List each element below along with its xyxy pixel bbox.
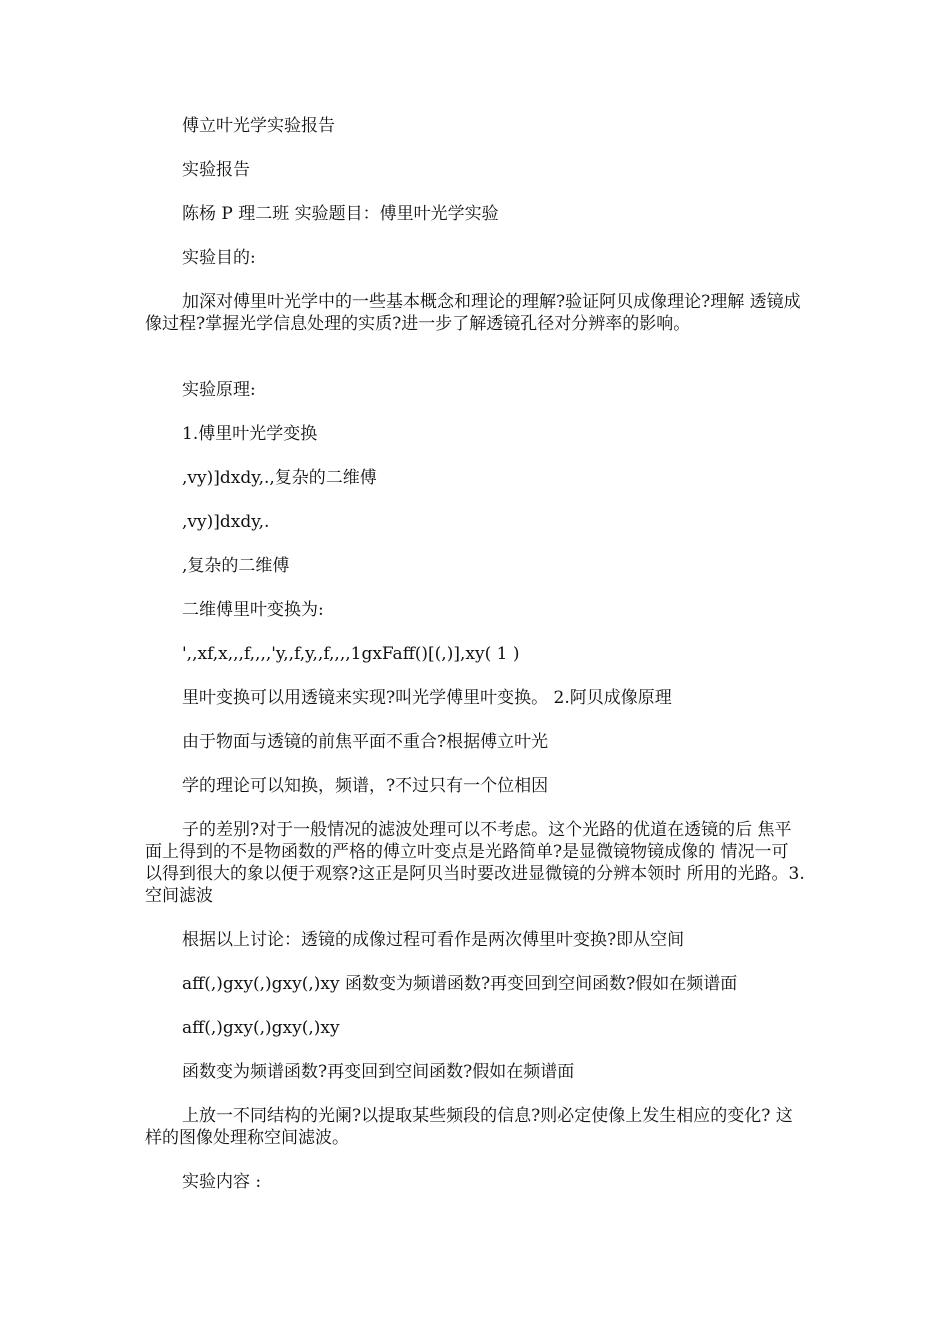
filtering-line-4: 函数变为频谱函数?再变回到空间函数?假如在频谱面 [182, 1062, 575, 1082]
abbe-intro-line: 里叶变换可以用透镜来实现?叫光学傅里叶变换。 2.阿贝成像原理 [182, 688, 672, 708]
formula-fragment-2: ,vy)]dxdy,. [182, 512, 270, 532]
filtering-line-3: aff(,)gxy(,)gxy(,)xy [182, 1018, 340, 1038]
section-heading-principle: 实验原理: [182, 380, 256, 400]
section-heading-purpose: 实验目的: [182, 248, 256, 268]
document-title: 傅立叶光学实验报告 [182, 116, 335, 136]
abbe-line-2: 学的理论可以知换，频谱，?不过只有一个位相因 [182, 776, 549, 796]
report-heading: 实验报告 [182, 160, 250, 180]
author-and-topic: 陈杨 P 理二班 实验题目：傅里叶光学实验 [182, 204, 499, 224]
abbe-paragraph: 子的差别?对于一般情况的滤波处理可以不考虑。这个光路的优道在透镜的后 焦平面上得到的不是物函数的严格的傅立叶变点是光路简单?是显微镜物镜成像的 情况一可以得到很大的象以便于观察?这正是阿贝当时要改进显微镜的分辨本领时 所用的光路。3.空间滤波 [145, 820, 805, 906]
purpose-paragraph: 加深对傅里叶光学中的一些基本概念和理论的理解?验证阿贝成像理论?理解 透镜成像过程?掌握光学信息处理的实质?进一步了解透镜孔径对分辨率的影响。 [145, 292, 801, 334]
formula-equation-1: ',,xf,x,,,f,,,,'y,,f,y,,f,,,,1gxFaff()[(,)],xy( 1 ) [182, 644, 520, 664]
filtering-line-1: 根据以上讨论：透镜的成像过程可看作是两次傅里叶变换?即从空间 [182, 930, 685, 950]
subsection-fourier-transform: 1.傅里叶光学变换 [182, 424, 318, 444]
section-heading-content: 实验内容 : [182, 1172, 262, 1192]
formula-fragment-1: ,vy)]dxdy,.,复杂的二维傅 [182, 468, 377, 488]
filtering-line-2: aff(,)gxy(,)gxy(,)xy 函数变为频谱函数?再变回到空间函数?假如在频谱面 [182, 974, 738, 994]
formula-fragment-3: ,复杂的二维傅 [182, 556, 290, 576]
transform-intro: 二维傅里叶变换为: [182, 600, 324, 620]
filtering-paragraph: 上放一不同结构的光阑?以提取某些频段的信息?则必定使像上发生相应的变化? 这样的图像处理称空间滤波。 [145, 1106, 793, 1148]
abbe-line-1: 由于物面与透镜的前焦平面不重合?根据傅立叶光 [182, 732, 549, 752]
